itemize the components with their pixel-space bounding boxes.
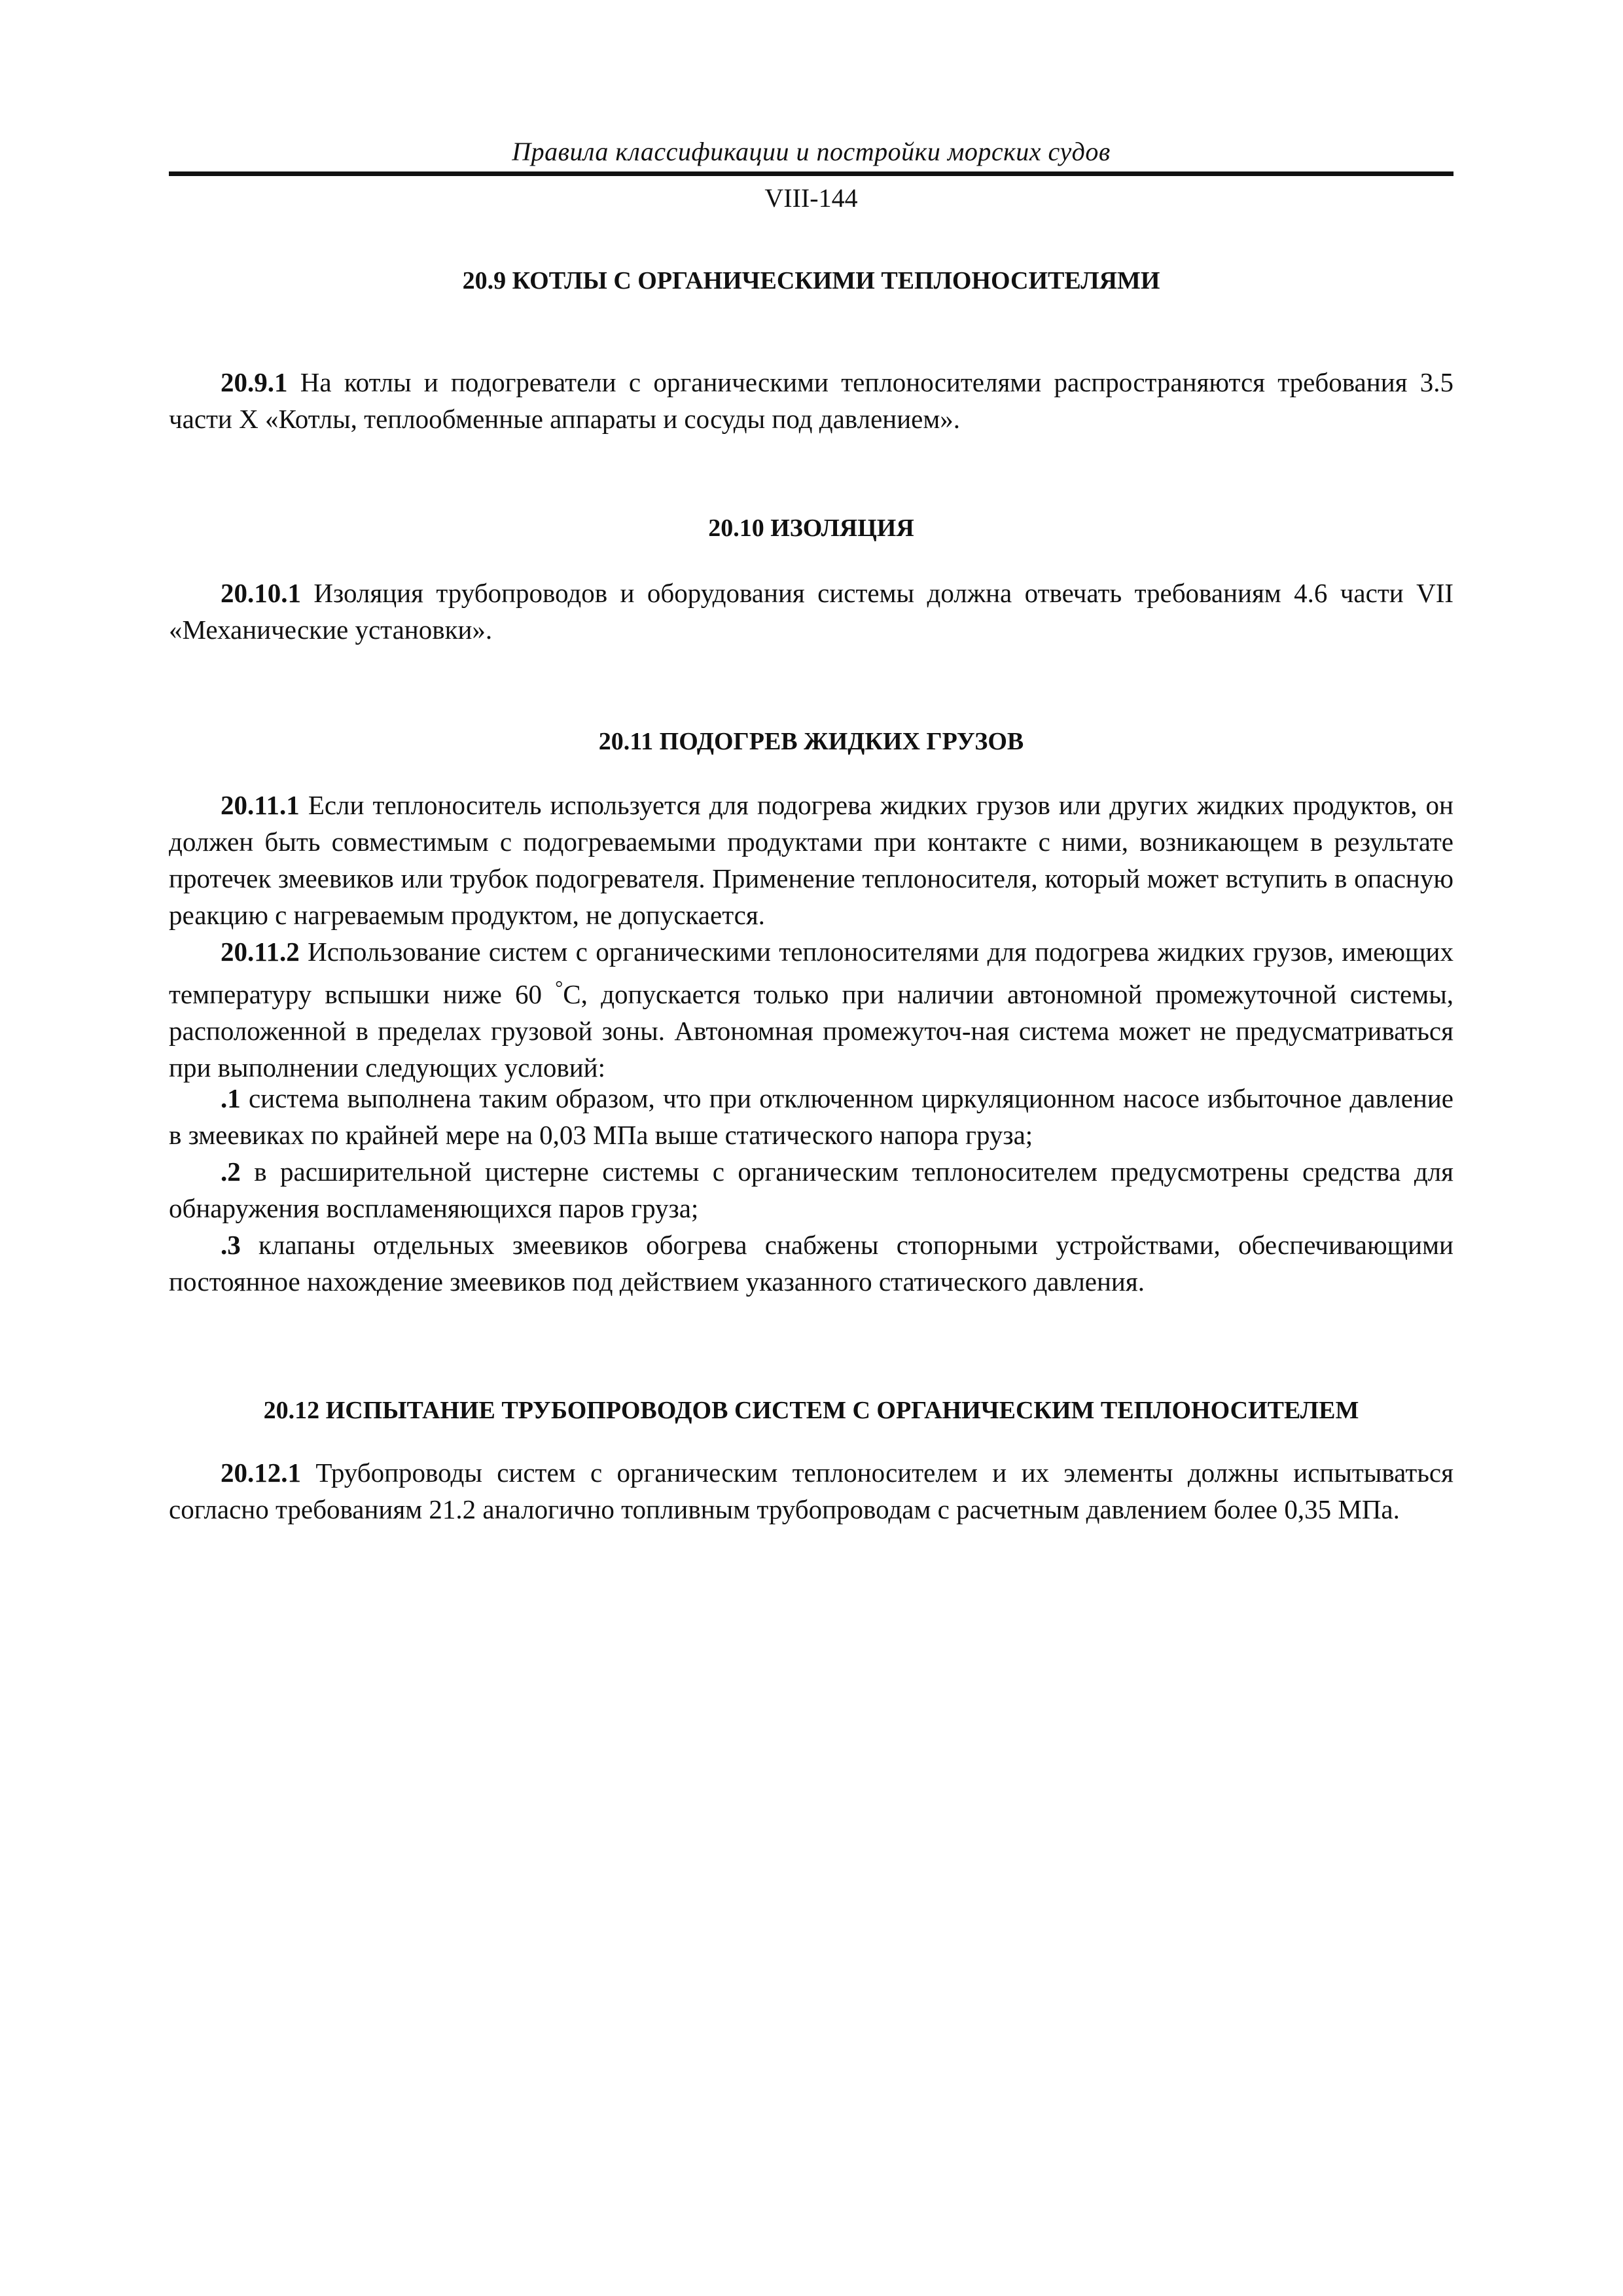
- section-heading-20-12: 20.12 ИСПЫТАНИЕ ТРУБОПРОВОДОВ СИСТЕМ С ОРГАНИЧЕСКИМ ТЕПЛОНОСИТЕЛЕМ: [263, 1397, 1359, 1424]
- header-rule: [169, 171, 1454, 176]
- running-title: Правила классификации и постройки морских судов: [512, 137, 1111, 166]
- paragraph-20-9-1: [169, 364, 1454, 437]
- clause-number: 20.11.2: [221, 937, 300, 967]
- item-number: .3: [221, 1230, 241, 1260]
- clause-text: Трубопроводы систем с органическим теплоносителем и их элементы должны испытываться согласно требованиям 21.2 аналогично топливным трубопроводам с расчетным давлением более 0,35 МПа.: [169, 1458, 1454, 1524]
- section-heading-20-10: 20.10 ИЗОЛЯЦИЯ: [708, 514, 914, 542]
- clause-text: С, допускается только при наличии автономной промежуточной системы, расположенной в пределах грузовой зоны. Автономная промежуточ-ная система может не предусматриваться при выполнении следующих условий:: [169, 979, 1454, 1083]
- item-text: в расширительной цистерне системы с органическим теплоносителем предусмотрены средства для обнаружения воспламеняющихся паров груза;: [169, 1157, 1454, 1223]
- paragraph-20-11-2: [169, 933, 1454, 1086]
- clause-number: 20.9.1: [221, 367, 288, 397]
- paragraph-20-11-1: [169, 787, 1454, 933]
- list-item-1: [169, 1080, 1454, 1153]
- clause-text: На котлы и подогреватели с органическими теплоносителями распространяются требования 3.5 части X «Котлы, теплообменные аппараты и сосуды под давлением».: [169, 367, 1454, 434]
- clause-number: 20.10.1: [221, 578, 301, 608]
- degree-sign: °: [555, 977, 563, 999]
- item-text: система выполнена таким образом, что при отключенном циркуляционном насосе избыточное давление в змеевиках по крайней мере на 0,03 МПа выше статического напора груза;: [169, 1083, 1454, 1150]
- clause-text: Использование систем с органическими теплоносителями для подогрева жидких грузов, имеющих температуру вспышки ниже 60: [169, 937, 1454, 1009]
- clause-text: Если теплоноситель используется для подогрева жидких грузов или других жидких продуктов, он должен быть совместимым с подогреваемыми продуктами при контакте с ними, возникающем в результате протечек змеевиков или трубок подогревателя. Применение теплоносителя, который может вступить в опасную реакцию с нагреваемым продуктом, не допускается.: [169, 790, 1454, 930]
- section-heading-20-11: 20.11 ПОДОГРЕВ ЖИДКИХ ГРУЗОВ: [598, 728, 1024, 755]
- item-number: .1: [221, 1083, 241, 1113]
- clause-number: 20.12.1: [221, 1458, 301, 1488]
- paragraph-20-12-1: [169, 1454, 1454, 1528]
- section-heading-20-9: 20.9 КОТЛЫ С ОРГАНИЧЕСКИМИ ТЕПЛОНОСИТЕЛЯМИ: [462, 267, 1160, 295]
- page-header: [169, 136, 1454, 214]
- paragraph-20-10-1: [169, 575, 1454, 648]
- item-text: клапаны отдельных змеевиков обогрева снабжены стопорными устройствами, обеспечивающими постоянное нахождение змеевиков под действием указанного статического давления.: [169, 1230, 1454, 1297]
- item-number: .2: [221, 1157, 241, 1187]
- list-item-3: [169, 1227, 1454, 1300]
- list-item-2: [169, 1153, 1454, 1227]
- clause-number: 20.11.1: [221, 790, 300, 820]
- clause-text: Изоляция трубопроводов и оборудования системы должна отвечать требованиям 4.6 части VII «Механические установки».: [169, 578, 1454, 645]
- page-number: VIII-144: [764, 183, 858, 213]
